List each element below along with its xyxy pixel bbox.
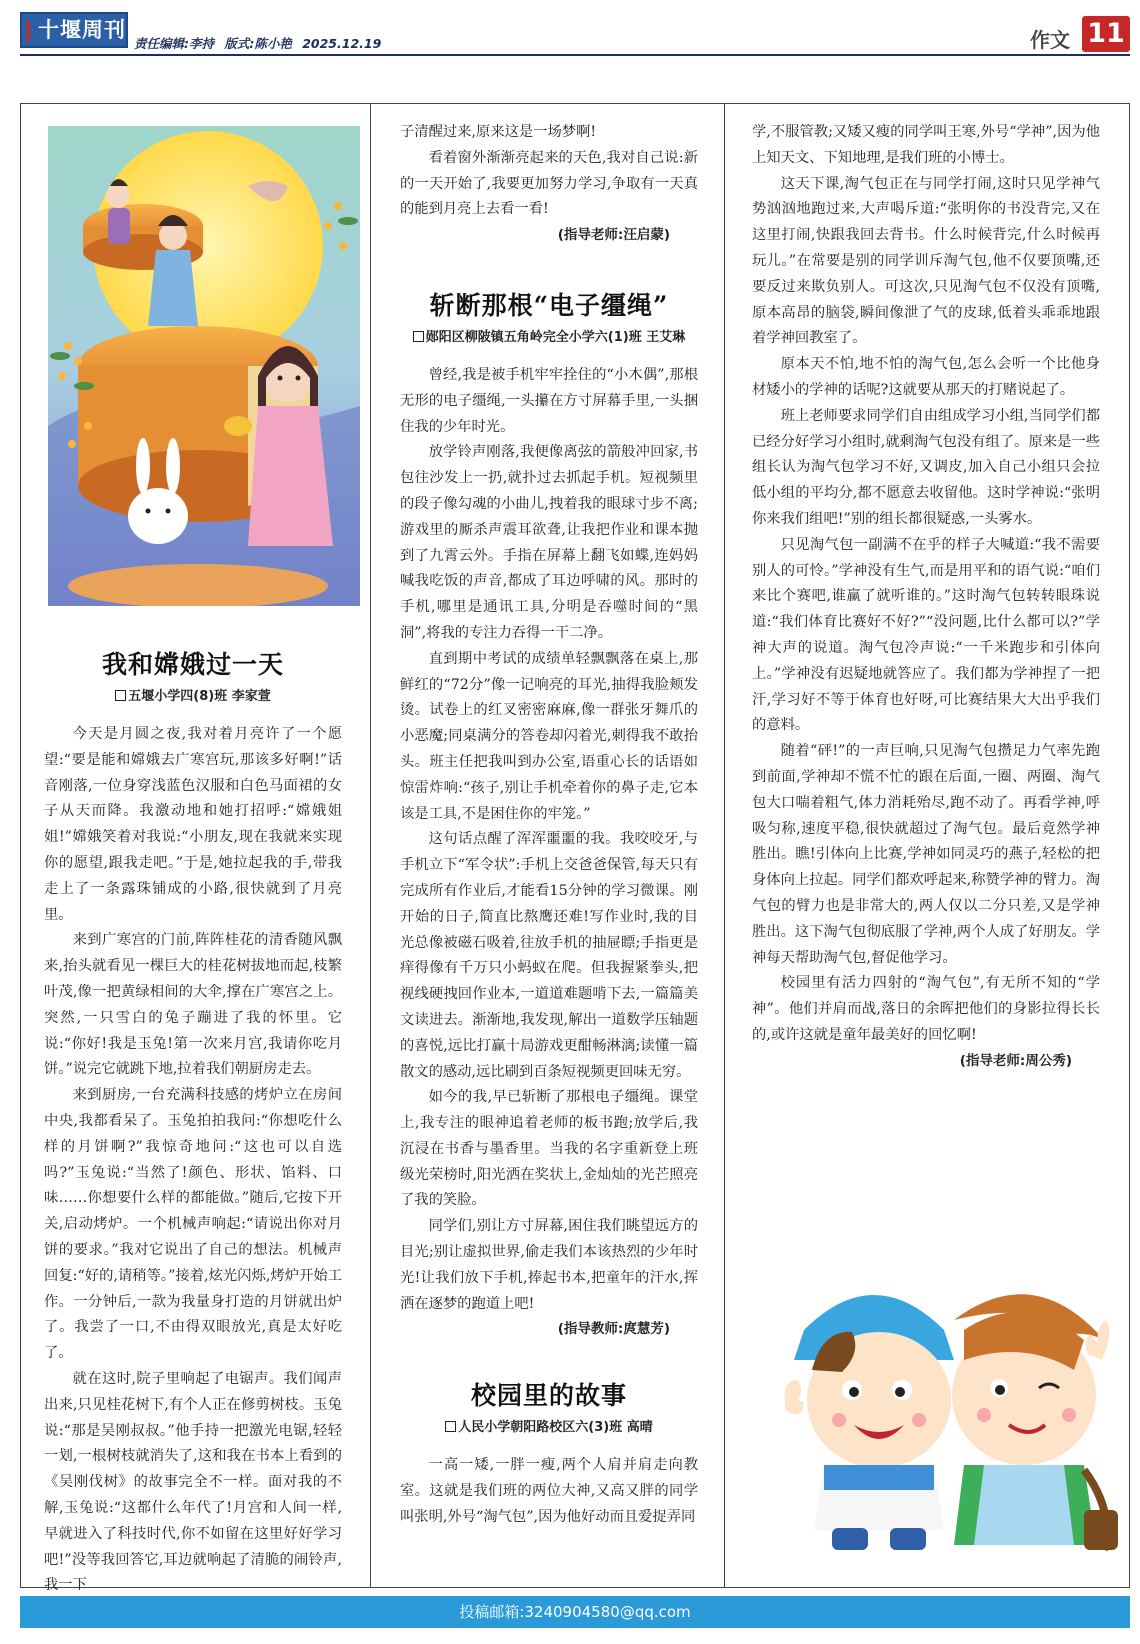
article-paragraph: 校园里有活力四射的“淘气包”,有无所不知的“学神”。他们并肩而战,落日的余晖把他们的身影拉得长长的,或许这就是童年最美好的回忆啊! (752, 975, 1100, 1043)
submission-email-bar: 投稿邮箱:3240904580@qq.com (20, 1596, 1130, 1628)
moon-festival-illustration (48, 126, 360, 606)
column-divider (724, 103, 725, 1588)
teacher-credit: (指导教师:庹慧芳) (557, 1321, 670, 1338)
newspaper-logo: 十堰周刊 (20, 12, 128, 48)
byline-box-icon (115, 690, 126, 701)
article-paragraph: 这天下课,淘气包正在与同学打闹,这时只见学神气势汹汹地跑过来,大声喝斥道:“张明你的书没背完,又在这里打闹,快跟我回去背书。什么时候背完,什么时候再玩儿。”在常要是别的同学训斥淘气包,他不仅要顶嘴,还要反过来欺负别人。可这次,只见淘气包不仅没有顶嘴,原本高昂的脑袋,瞬间像泄了气的皮球,低着头乖乖地跟着学神回教室了。 (752, 175, 1100, 347)
page-number: 11 (1082, 16, 1130, 52)
article-paragraph: 这句话点醒了浑浑噩噩的我。我咬咬牙,与手机立下“军令状”:手机上交爸爸保管,每天只有完成所有作业后,才能看15分钟的学习微课。刚开始的日子,简直比熬鹰还难!写作业时,我的目光总像被磁石吸着,往放手机的抽屉瞟;手指更是痒得像有千万只小蚂蚁在爬。但我握紧拳头,把视线硬拽回作业本,一道道难题啃下去,一篇篇美文读进去。渐渐地,我发现,解出一道数学压轴题的喜悦,远比打赢十局游戏更酣畅淋漓;读懂一篇散文的感动,远比刷到百条短视频更回味无穷。 (400, 831, 698, 1080)
article-paragraph: 随着“砰!”的一声巨响,只见淘气包攒足力气率先跑到前面,学神却不慌不忙的跟在后面,一圈、两圈、淘气包大口喘着粗气,体力消耗殆尽,跑不动了。再看学神,呼吸匀称,速度平稳,很快就超过了淘气包。最后竟然学神胜出。瞧!引体向上比赛,学神如同灵巧的燕子,轻松的把身体向上拉起。同学们都欢呼起来,称赞学神的臂力。淘气包的臂力也是非常大的,两人仅以二分只差,又是学神胜出。这下淘气包彻底服了学神,两个人成了好朋友。学神每天帮助淘气包,督促他学习。 (752, 743, 1100, 966)
article-paragraph: 同学们,别让方寸屏幕,困住我们眺望远方的目光;别让虚拟世界,偷走我们本该热烈的少年时光!让我们放下手机,捧起书本,把童年的汗水,挥洒在逐梦的跑道上吧! (400, 1218, 698, 1312)
article-paragraph: 子清醒过来,原来这是一场梦啊! (400, 124, 597, 140)
editor-credit: 责任编辑:李持 (134, 36, 214, 51)
byline-box-icon (445, 1421, 456, 1432)
moon-festival-illustration-svg (48, 126, 360, 606)
column-1 (44, 648, 342, 1599)
article-paragraph: 就在这时,院子里响起了电锯声。我们闻声出来,只见桂花树下,有个人正在修剪树枝。玉兔说:“那是吴刚叔叔。”他手持一把激光电锯,轻轻一划,一根树枝就消失了,这和我在书本上看到的《吴刚伐树》的故事完全不一样。面对我的不解,玉兔说:“这都什么年代了!月宫和人间一样,早就进入了科技时代,你不如留在这里好好学习吧!”没等我回答它,耳边就响起了清脆的闹铃声,我一下 (44, 1370, 342, 1594)
masthead-divider (20, 54, 1130, 56)
article-paragraph: 放学铃声刚落,我便像离弦的箭般冲回家,书包往沙发上一扔,就扑过去抓起手机。短视频里的段子像勾魂的小曲儿,拽着我的眼球寸步不离;游戏里的厮杀声震耳欲聋,让我把作业和课本抛到了九霄云外。手指在屏幕上翻飞如蝶,连妈妈喊我吃饭的声音,都成了耳边呼啸的风。那时的手机,哪里是通讯工具,分明是吞噬时间的“黑洞”,将我的专注力吞得一干二净。 (400, 444, 698, 641)
article-paragraph: 学,不服管教;又矮又瘦的同学叫王寒,外号“学神”,因为他上知天文、下知地理,是我们班的小博士。 (752, 124, 1100, 166)
cartoon-boys-illustration (784, 1260, 1118, 1560)
masthead-credits (134, 34, 387, 52)
article-paragraph: 一高一矮,一胖一瘦,两个人肩并肩走向教室。这就是我们班的两位大神,又高又胖的同学叫张明,外号“淘气包”,因为他好动而且爱捉弄同 (400, 1457, 698, 1525)
teacher-credit: (指导老师:汪启蒙) (557, 227, 670, 244)
article-paragraph: 只见淘气包一副满不在乎的样子大喊道:“我不需要别人的可怜。”学神没有生气,而是用平和的语气说:“咱们来比个赛吧,谁赢了就听谁的。”这时淘气包转转眼珠说道:“我们体育比赛好不好?”“没问题,比什么都可以?”学神大声的说道。淘气包冷声说:“一千米跑步和引体向上。”学神没有迟疑地就答应了。我们都为学神捏了一把汗,学习好不等于体育也好呀,可比赛结果大大出乎我们的意料。 (752, 536, 1100, 734)
article-paragraph: 曾经,我是被手机牢牢拴住的“小木偶”,那根无形的电子缰绳,一头攥在方寸屏幕手里,一头捆住我的少年时光。 (400, 366, 698, 435)
byline-box-icon (413, 331, 424, 342)
article-byline: 郧阳区柳陂镇五角岭完全小学六(1)班 王艾琳 (400, 327, 698, 349)
article-byline: 人民小学朝阳路校区六(3)班 高晴 (400, 1417, 698, 1439)
cartoon-boys-illustration-svg (784, 1260, 1118, 1560)
article-title: 我和嫦娥过一天 (101, 650, 284, 679)
article-byline: 五堰小学四(8)班 李家萱 (44, 686, 342, 708)
teacher-credit: (指导老师:周公秀) (959, 1052, 1072, 1069)
column-divider (370, 103, 371, 1588)
article-title: 斩断那根“电子缰绳” (429, 290, 669, 320)
issue-date: 2025.12.19 (302, 36, 382, 51)
article-paragraph: 来到广寒宫的门前,阵阵桂花的清香随风飘来,抬头就看见一棵巨大的桂花树拔地而起,枝繁叶茂,像一把黄绿相间的大伞,撑在广寒宫之上。突然,一只雪白的兔子蹦进了我的怀里。它说:“你好!我是玉兔!第一次来月宫,我请你吃月饼。”说完它就跳下地,拉着我们朝厨房走去。 (44, 932, 342, 1078)
section-name: 作文 (1030, 28, 1070, 52)
designer-credit: 版式:陈小艳 (224, 36, 292, 51)
article-paragraph: 来到厨房,一台充满科技感的烤炉立在房间中央,我都看呆了。玉兔拍拍我问:“你想吃什么样的月饼啊?”我惊奇地问:“这也可以自选吗?”玉兔说:“当然了!颜色、形状、馅料、口味……你想要什么样的都能做。”随后,它按下开关,启动烤炉。一个机械声响起:“请说出你对月饼的要求。”我对它说出了自己的想法。机械声回复:“好的,请稍等。”接着,炫光闪烁,烤炉开始工作。一分钟后,一款为我量身打造的月饼就出炉了。我尝了一口,不由得双眼放光,真是太好吃了。 (44, 1087, 342, 1362)
column-2 (400, 120, 698, 1531)
masthead (20, 12, 1130, 57)
article-paragraph: 今天是月圆之夜,我对着月亮许了一个愿望:“要是能和嫦娥去广寒宫玩,那该多好啊!”话音刚落,一位身穿浅蓝色汉服和白色马面裙的女子从天而降。我激动地和她打招呼:“嫦娥姐姐!”嫦娥笑着对我说:“小朋友,现在我就来实现你的愿望,跟我走吧。”于是,她拉起我的手,带我走上了一条露珠铺成的小路,很快就到了月亮里。 (44, 726, 342, 923)
article-title: 校园里的故事 (470, 1381, 627, 1411)
article-paragraph: 原本天不怕,地不怕的淘气包,怎么会听一个比他身材矮小的学神的话呢?这就要从那天的打赌说起了。 (752, 356, 1100, 398)
article-paragraph: 看着窗外渐渐亮起来的天色,我对自己说:新的一天开始了,我要更加努力学习,争取有一天真的能到月亮上去看一看! (400, 149, 698, 218)
article-paragraph: 直到期中考试的成绩单轻飘飘落在桌上,那鲜红的“72分”像一记响亮的耳光,抽得我脸颊发烫。试卷上的红叉密密麻麻,像一群张牙舞爪的小恶魔;同桌满分的答卷却闪着光,刺得我不敢抬头。班主任把我叫到办公室,语重心长的话语如惊雷炸响:“孩子,别让手机牵着你的鼻子走,它本该是工具,不是困住你的牢笼。” (400, 650, 698, 822)
article-paragraph: 班上老师要求同学们自由组成学习小组,当同学们都已经分好学习小组时,就剩淘气包没有组了。原来是一些组长认为淘气包学习不好,又调皮,加入自己小组只会拉低小组的平均分,都不愿意去收留他。这时学神说:“张明你来我们组吧!”别的组长都很疑惑,一头雾水。 (752, 407, 1100, 527)
column-3 (752, 120, 1100, 1074)
article-paragraph: 如今的我,早已斩断了那根电子缰绳。课堂上,我专注的眼神追着老师的板书跑;放学后,我沉浸在书香与墨香里。当我的名字重新登上班级光荣榜时,阳光洒在奖状上,金灿灿的光芒照亮了我的笑脸。 (400, 1089, 698, 1209)
